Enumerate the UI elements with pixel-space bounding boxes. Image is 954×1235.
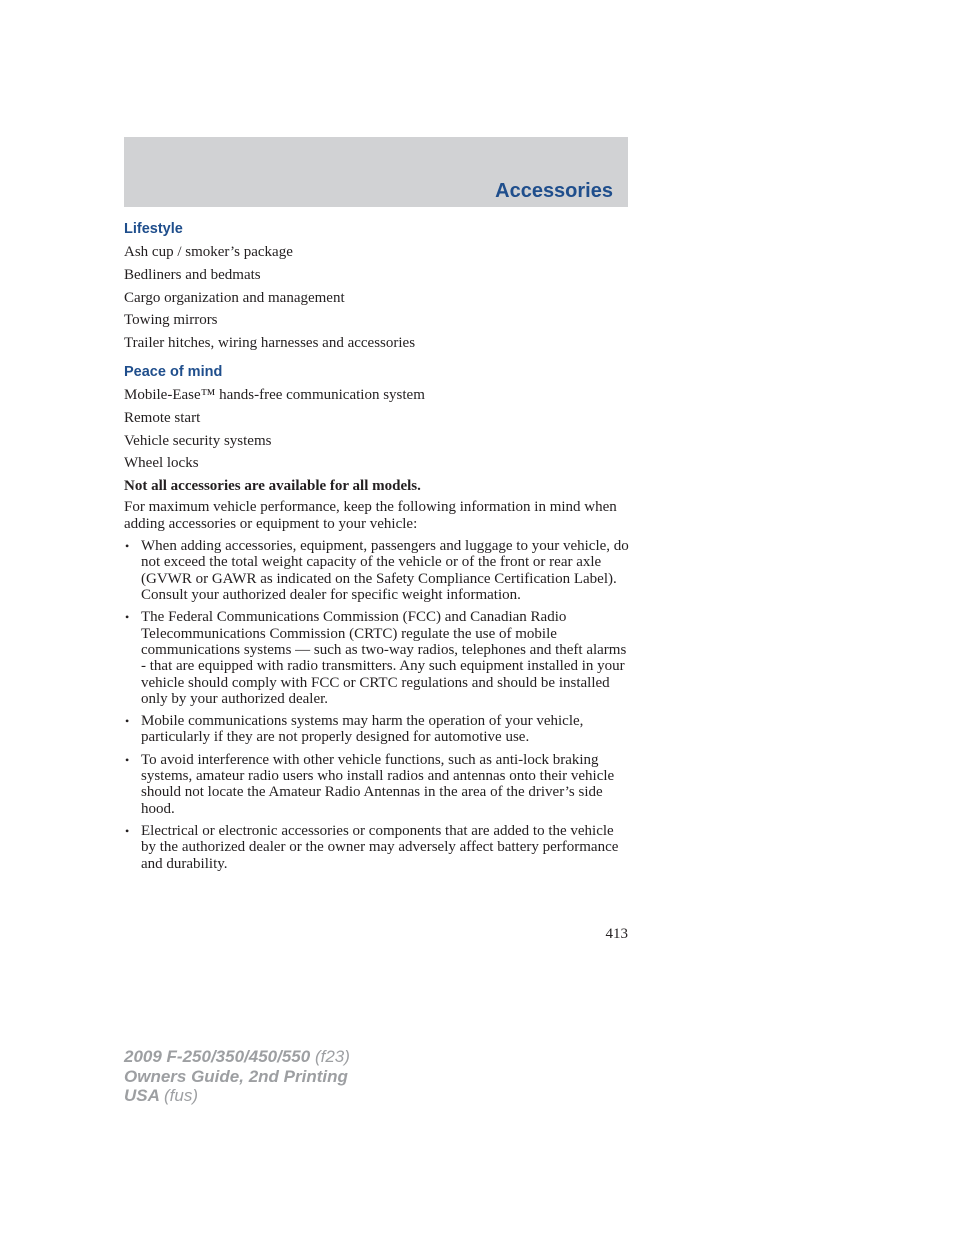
lifestyle-item: Bedliners and bedmats <box>124 266 261 283</box>
bullet-text: When adding accessories, equipment, passengers and luggage to your vehicle, do not exceed the total weight capacity of the vehicle or of the front or rear axle (GVWR or GAWR as indicated on the Safety Compliance Certification Label). Consult your authorized dealer for specific weight information. <box>141 538 629 604</box>
footer-market-line <box>124 1086 350 1106</box>
section-title: Accessories <box>495 180 613 202</box>
peace-of-mind-heading: Peace of mind <box>124 363 223 380</box>
bullet-text: Mobile communications systems may harm the operation of your vehicle, particularly if they are not properly designed for automotive use. <box>141 713 584 746</box>
peace-of-mind-item: Wheel locks <box>124 455 199 472</box>
lifestyle-item: Cargo organization and management <box>124 289 345 306</box>
footer-model-line <box>124 1047 350 1067</box>
lifestyle-heading: Lifestyle <box>124 221 183 237</box>
availability-note: Not all accessories are available for all models. <box>124 478 421 495</box>
footer-model-code: (f23) <box>314 1047 350 1066</box>
document-footer <box>124 1047 350 1106</box>
lifestyle-item: Ash cup / smoker’s package <box>124 244 293 260</box>
peace-of-mind-item: Remote start <box>124 409 201 426</box>
bullet-item <box>124 609 630 707</box>
bullet-icon: • <box>125 539 130 554</box>
guidance-bullet-list <box>124 538 630 872</box>
bullet-item <box>124 752 630 817</box>
bullet-text: Electrical or electronic accessories or components that are added to the vehicle by the authorized dealer or the owner may adversely affect battery performance and durability. <box>141 822 619 872</box>
bullet-text: The Federal Communications Commission (FCC) and Canadian Radio Telecommunications Commission (CRTC) regulate the use of mobile communications systems — such as two-way radios, telephones and theft alarms - that are equipped with radio transmitters. Any such equipment installed in your vehicle should comply with FCC or CRTC regulations and should be installed only by your authorized dealer. <box>141 609 627 707</box>
lifestyle-item: Trailer hitches, wiring harnesses and accessories <box>124 335 416 352</box>
bullet-icon: • <box>125 823 130 838</box>
bullet-item <box>124 538 630 603</box>
footer-market-code: (fus) <box>164 1086 198 1105</box>
bullet-item <box>124 823 630 872</box>
page-content <box>124 220 630 878</box>
lifestyle-item: Towing mirrors <box>124 312 218 329</box>
peace-of-mind-item: Vehicle security systems <box>124 432 272 449</box>
intro-paragraph: For maximum vehicle performance, keep the following information in mind when adding accessories or equipment to your vehicle: <box>124 499 617 532</box>
bullet-icon: • <box>125 714 130 729</box>
bullet-text: To avoid interference with other vehicle functions, such as anti-lock braking systems, amateur radio users who install radios and antennas onto their vehicle should not locate the Amateur Radio Antennas in the area of the driver’s side hood. <box>141 751 615 817</box>
footer-model: 2009 F-250/350/450/550 <box>124 1047 311 1066</box>
bullet-item <box>124 713 630 746</box>
bullet-icon: • <box>125 610 130 625</box>
footer-market: USA <box>124 1086 160 1105</box>
section-header-band <box>124 137 628 207</box>
page-number: 413 <box>605 926 628 942</box>
peace-of-mind-item: Mobile-Ease™ hands-free communication system <box>124 386 425 403</box>
footer-guide-line: Owners Guide, 2nd Printing <box>124 1066 348 1086</box>
bullet-icon: • <box>125 752 130 767</box>
